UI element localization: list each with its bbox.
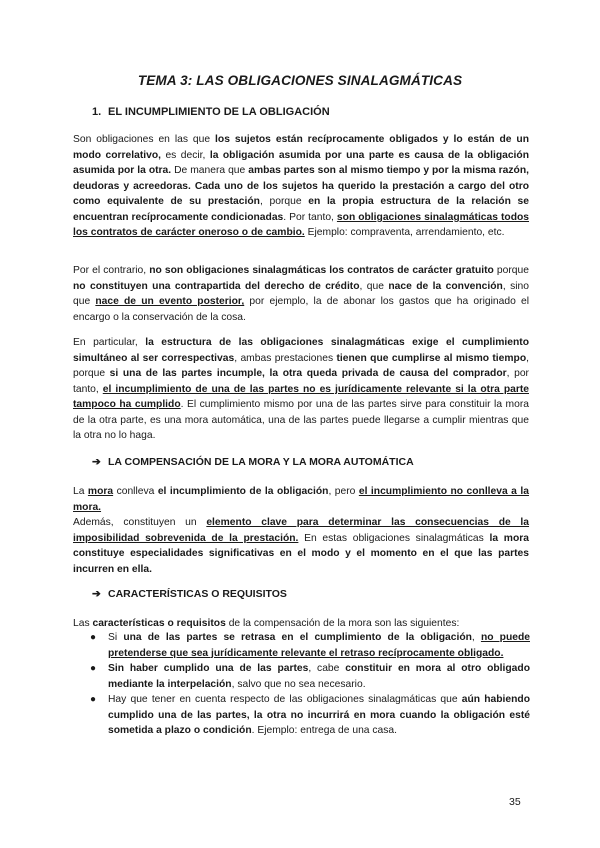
paragraph-3 — [73, 335, 529, 444]
section-heading-text: LA COMPENSACIÓN DE LA MORA Y LA MORA AUTOMÁTICA — [108, 456, 414, 468]
text-run: , pero — [328, 486, 359, 498]
text-run-bold: no constituyen una contrapartida del derecho de crédito — [73, 280, 360, 292]
text-run: Ejemplo: compraventa, arrendamiento, etc. — [304, 227, 505, 239]
text-run: es decir, — [161, 149, 210, 161]
requirements-list — [90, 630, 530, 739]
text-run: , sino que — [73, 280, 530, 308]
list-item — [90, 661, 530, 692]
text-run: . El cumplimiento mismo por una de las partes sirve para constituir la mora de la otra parte, es una mora automática, una de las partes puede llegarse a cumplir mientras que la otra no lo haga. — [73, 399, 529, 442]
page-number: 35 — [509, 796, 521, 808]
paragraph-1 — [73, 132, 529, 241]
text-run: , salvo que no sea necesario. — [231, 678, 366, 690]
text-run: conlleva — [113, 486, 158, 498]
text-run-bold: características o requisitos — [92, 618, 226, 630]
text-run: Las — [73, 618, 93, 630]
text-run: Además, constituyen un — [73, 517, 207, 529]
text-run-bold-underlined: el incumplimiento no conlleva a la mora. — [73, 486, 529, 513]
text-run-bold: la mora constituye especialidades significativas en el modo y el momento en el que las partes incurren en ella. — [73, 532, 529, 575]
section-heading-3 — [92, 588, 287, 600]
text-run: Por el contrario, — [73, 265, 150, 277]
section-heading-text: CARACTERÍSTICAS O REQUISITOS — [108, 588, 287, 600]
list-item — [90, 692, 530, 739]
text-run-bold: ambas partes son al mismo tiempo y por la misma razón, deudoras y acreedoras. Cada uno de los sujetos ha querido la prestación a cargo del otro como equivalente de su prestación — [73, 165, 529, 208]
text-run: , cabe — [308, 663, 346, 674]
text-run: La — [73, 486, 88, 498]
text-run: , por tanto, — [73, 368, 529, 395]
paragraph-2 — [73, 263, 529, 325]
text-run-bold: la estructura de las obligaciones sinalagmáticas exige el cumplimiento simultáneo al ser correspectivas — [73, 337, 529, 364]
text-run-bold: nace de la convención — [388, 280, 503, 292]
text-run: Son obligaciones en las que — [73, 134, 216, 146]
text-run-bold-underlined: elemento clave para determinar las consecuencias de la imposibilidad sobrevenida de la prestación. — [73, 517, 530, 544]
text-run: . Por tanto, — [283, 211, 337, 223]
text-run-bold: una de las partes se retrasa en el cumplimiento de la obligación — [123, 632, 472, 643]
bullet-icon: ● — [90, 694, 97, 705]
paragraph-4 — [73, 484, 529, 515]
text-run: por ejemplo, la de abonar los gastos que ha originado el encargo o la conservación de la cosa. — [73, 296, 529, 323]
text-run-bold: la obligación asumida por una parte es causa de la obligación asumida por la otra. — [73, 149, 530, 177]
text-run-bold: constituir en mora al otro obligado mediante la interpelación — [108, 663, 530, 690]
text-run-bold: tienen que cumplirse al mismo tiempo — [336, 352, 527, 364]
text-run: , que — [359, 280, 389, 292]
bullet-icon: ● — [90, 632, 97, 643]
text-run: Si — [108, 632, 124, 643]
text-run-bold-underlined: no puede pretenderse que sea jurídicamente relevante el retraso recíprocamente obligado. — [108, 632, 530, 659]
text-run-bold: si una de las partes incumple, la otra queda privada de causa del comprador — [109, 368, 507, 380]
text-run-bold-underlined: mora — [87, 486, 114, 498]
text-run-bold: aún habiendo cumplido una de las partes, la otra no incurrirá en mora cuando la obligación esté sometida a plazo o condición — [108, 694, 530, 736]
text-run-bold: en la propia estructura de la relación se encuentran recíprocamente condicionadas — [73, 196, 529, 223]
text-run: , — [471, 632, 481, 643]
text-run: . Ejemplo: entrega de una casa. — [251, 725, 398, 736]
text-run-bold: no son obligaciones sinalagmáticas los contratos de carácter gratuito — [149, 265, 494, 277]
text-run: De manera que — [171, 165, 249, 177]
list-item — [90, 630, 530, 661]
arrow-right-icon: ➔ — [92, 456, 101, 468]
paragraph-5 — [73, 515, 529, 577]
text-run: , porque — [73, 352, 530, 380]
text-run: porque — [493, 265, 529, 277]
text-run: Hay que tener en cuenta respecto de las obligaciones sinalagmáticas que — [108, 694, 462, 705]
text-run: de la compensación de la mora son las siguientes: — [225, 618, 460, 630]
arrow-right-icon: ➔ — [92, 588, 101, 600]
section-heading-text: EL INCUMPLIMIENTO DE LA OBLIGACIÓN — [108, 106, 330, 118]
section-number: 1. — [92, 106, 102, 118]
text-run: , ambas prestaciones — [234, 352, 337, 364]
text-run-bold: los sujetos están recíprocamente obligados y lo están de un modo correlativo, — [73, 134, 529, 161]
text-run-bold: Sin haber cumplido una de las partes — [108, 663, 309, 674]
text-run: , porque — [259, 196, 309, 208]
section-heading-1 — [92, 106, 330, 118]
text-run-bold-underlined: el incumplimiento de una de las partes no es jurídicamente relevante si la otra parte tampoco ha cumplido — [73, 383, 529, 411]
page-title: TEMA 3: LAS OBLIGACIONES SINALAGMÁTICAS — [137, 73, 463, 88]
text-run: En estas obligaciones sinalagmáticas — [298, 532, 490, 544]
text-run-bold-underlined: son obligaciones sinalagmáticas todos los contratos de carácter oneroso o de cambio. — [73, 211, 530, 239]
text-run-bold: el incumplimiento de la obligación — [157, 486, 329, 498]
text-run: En particular, — [73, 337, 146, 349]
bullet-icon: ● — [90, 663, 97, 674]
section-heading-2 — [92, 456, 414, 468]
text-run-bold-underlined: nace de un evento posterior, — [95, 296, 245, 308]
